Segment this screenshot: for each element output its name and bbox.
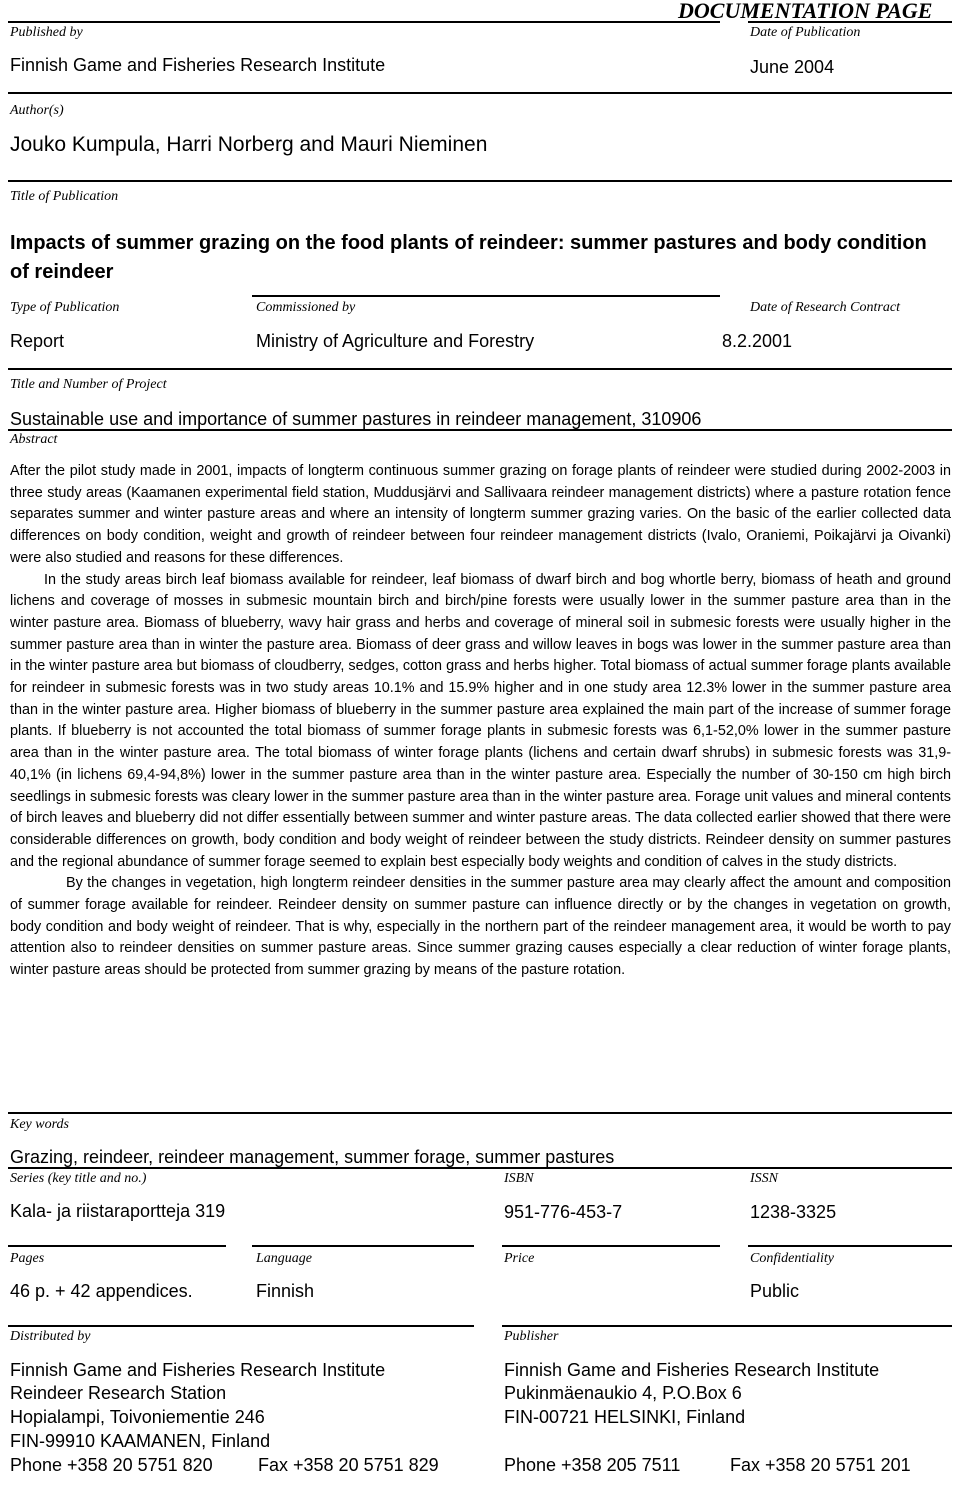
distributor-fax: Fax +358 20 5751 829 [258, 1455, 439, 1475]
type-value: Report [10, 331, 65, 351]
divider [8, 368, 952, 370]
divider [252, 295, 720, 297]
publisher-line: Pukinmäenaukio 4, P.O.Box 6 [504, 1383, 742, 1403]
contract-date-value: 8.2.2001 [722, 331, 793, 351]
divider [8, 92, 952, 94]
abstract-paragraph: By the changes in vegetation, high longterm reindeer densities in the summer pasture area may clearly affect the amount and composition of summer forage available for reindeer. Reindeer density on summer pasture can influence directly or by the changes in vegetation on growth, body condition and body weight of reindeer. That is why, especially in the northern part of the reindeer management area, it would be worth to pay attention also to reindeer densities on summer pasture areas. Since summer grazing causes especially a clear reduction of winter forage plants, winter pasture areas should be protected from summer grazing by means of the pasture rotation. [10, 875, 951, 979]
divider [8, 1167, 952, 1169]
divider [748, 1245, 952, 1247]
publisher-label: Publisher [504, 1329, 559, 1344]
type-label: Type of Publication [10, 300, 120, 315]
project-label: Title and Number of Project [10, 377, 167, 392]
published-by-value: Finnish Game and Fisheries Research Institute [10, 55, 386, 75]
divider [8, 1325, 474, 1327]
distributor-phone: Phone +358 20 5751 820 [10, 1455, 213, 1475]
divider [252, 1245, 474, 1247]
confidentiality-value: Public [750, 1281, 800, 1301]
date-of-publication-value: June 2004 [750, 57, 835, 77]
confidentiality-label: Confidentiality [750, 1251, 834, 1266]
authors-value: Jouko Kumpula, Harri Norberg and Mauri Nieminen [10, 133, 488, 156]
contract-date-label: Date of Research Contract [750, 300, 900, 315]
commissioned-label: Commissioned by [256, 300, 356, 315]
language-label: Language [256, 1251, 312, 1266]
isbn-label: ISBN [504, 1171, 534, 1186]
divider [8, 1245, 226, 1247]
series-value: Kala- ja riistaraportteja 319 [10, 1201, 226, 1221]
divider [8, 1112, 952, 1114]
pages-value: 46 p. + 42 appendices. [10, 1281, 193, 1301]
divider [8, 429, 952, 431]
issn-label: ISSN [750, 1171, 778, 1186]
abstract-body [10, 461, 951, 982]
language-value: Finnish [256, 1281, 315, 1301]
isbn-value: 951-776-453-7 [504, 1202, 623, 1222]
abstract-paragraph: After the pilot study made in 2001, impacts of longterm continuous summer grazing on forage plants of reindeer were studied during 2002-2003 in three study areas (Kaamanen experimental field station, Muddusjärvi and Sallivaara reindeer management districts) where a pasture rotation fence separates summer and winter pasture areas and where an intensity of longterm summer grazing varies. On the basic of the earlier collected data differences on body condition, weight and growth of reindeer between four reindeer management districts (Ivalo, Oraniemi, Poikajärvi ja Oivanki) were also studied and reasons for these differences. [10, 463, 951, 566]
divider [502, 1245, 720, 1247]
issn-value: 1238-3325 [750, 1202, 837, 1222]
price-label: Price [504, 1251, 535, 1266]
publication-title: Impacts of summer grazing on the food plants of reindeer: summer pastures and body condition of reindeer [10, 232, 927, 283]
series-label: Series (key title and no.) [10, 1171, 147, 1186]
distributor-line: FIN-99910 KAAMANEN, Finland [10, 1431, 271, 1451]
distributor-line: Finnish Game and Fisheries Research Institute [10, 1360, 386, 1380]
project-value: Sustainable use and importance of summer pastures in reindeer management, 310906 [10, 409, 702, 429]
keywords-label: Key words [10, 1117, 69, 1132]
divider [748, 21, 952, 23]
keywords-value: Grazing, reindeer, reindeer management, summer forage, summer pastures [10, 1147, 615, 1167]
date-of-publication-label: Date of Publication [750, 25, 861, 40]
authors-label: Author(s) [10, 103, 64, 118]
published-by-label: Published by [10, 25, 83, 40]
distributor-line: Reindeer Research Station [10, 1383, 227, 1403]
title-label: Title of Publication [10, 189, 119, 204]
divider [502, 1325, 952, 1327]
pages-label: Pages [10, 1251, 45, 1266]
distributed-by-label: Distributed by [10, 1329, 91, 1344]
publisher-line: Finnish Game and Fisheries Research Institute [504, 1360, 880, 1380]
abstract-paragraph: In the study areas birch leaf biomass available for reindeer, leaf biomass of dwarf birch and bog whortle berry, biomass of heath and ground lichens and coverage of mosses in submesic mountain birch and birch/pine forests were usually lower in the summer pasture area than in the winter pasture area. Biomass of blueberry, wavy hair grass and herbs and coverage of mineral soil in submesic forests were usually higher in the summer pasture area than in winter the pasture area. Biomass of deer grass and willow leaves in bogs was lower in the summer pasture area than in the winter pasture area but biomass of cloudberry, sedges, cotton grass and herbs higher. Total biomass of actual summer forage plants available for reindeer in submesic forests was in two study areas 10.1% and 15.9% higher and in one study area 12.3% lower in the summer pasture area than in the winter pasture area. Higher biomass of blueberry in the summer pasture area explained the main part of the increase of summer forage plants. If blueberry is not accounted the total biomass of summer forage plants in submesic forests was 6,1-52,0% lower in the summer pasture area than in the winter pasture area. The total biomass of winter forage plants (lichens and certain dwarf shrubs) in submesic forests was 31,9-40,1% (in lichens 69,4-94,8%) lower in the summer pasture area than in the winter pasture area. Especially the number of 30-150 cm high birch seedlings in submesic forests was cleary lower in the summer pasture area than in the winter pasture area. Forage unit values and mineral contents of birch leaves and blueberry did not differ essentially between summer and winter pasture areas. The data collected earlier showed that there were considerable differences on growth, body condition and body weight of reindeer between the study districts. Reindeer density on summer pastures and the regional abundance of summer forage seemed to explain best especially body weights and condition of calves in the study districts. [10, 571, 951, 870]
divider [8, 180, 952, 182]
abstract-label: Abstract [10, 432, 58, 447]
publisher-phone: Phone +358 205 7511 [504, 1455, 681, 1475]
publisher-fax: Fax +358 20 5751 201 [730, 1455, 911, 1475]
publisher-line: FIN-00721 HELSINKI, Finland [504, 1407, 746, 1427]
page-heading: DOCUMENTATION PAGE [678, 0, 933, 23]
divider [8, 21, 720, 23]
distributor-line: Hopialampi, Toivoniementie 246 [10, 1407, 265, 1427]
commissioned-value: Ministry of Agriculture and Forestry [256, 331, 535, 351]
